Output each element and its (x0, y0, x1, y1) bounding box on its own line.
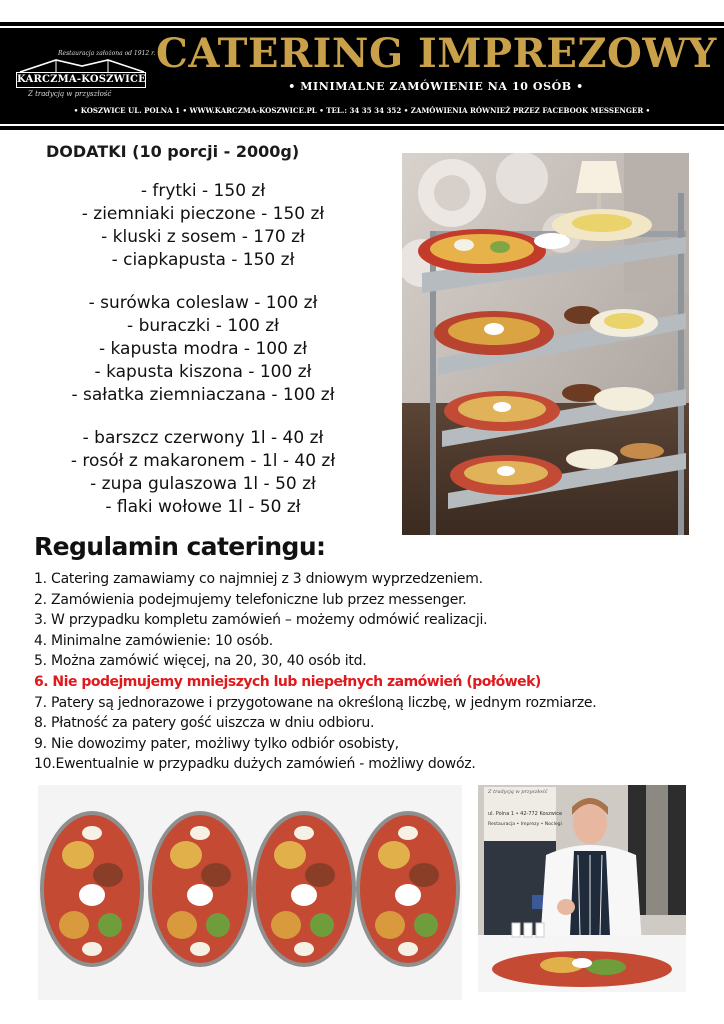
banner-services-text: Restauracja • Imprezy • Noclegi (488, 822, 562, 827)
addons-menu (20, 180, 386, 539)
rule-item: 7. Patery są jednorazowe i przygotowane na określoną liczbę, w jednym rozmiarze. (34, 694, 597, 711)
menu-item: - buraczki - 100 zł (127, 316, 279, 336)
platters-photo (38, 785, 462, 1000)
logo-since-text: Restauracja założona od 1912 r. (58, 50, 156, 57)
header-bottom-rule (0, 124, 724, 126)
addons-group-soups (20, 427, 386, 519)
header-banner (0, 22, 724, 130)
rule-item: 4. Minimalne zamówienie: 10 osób. (34, 632, 273, 649)
chef-photo (478, 785, 686, 992)
menu-item: - kluski z sosem - 170 zł (101, 227, 305, 247)
menu-item: - barszcz czerwony 1l - 40 zł (82, 428, 324, 448)
addons-title: DODATKI (10 porcji - 2000g) (46, 142, 300, 161)
rule-item-highlighted: 6. Nie podejmujemy mniejszych lub niepełnych zamówień (połówek) (34, 673, 541, 690)
logo-name: KARCZMA-KOSZWICE (16, 72, 146, 88)
page-title: CATERING IMPREZOWY (156, 30, 717, 77)
rule-item: 2. Zamówienia podejmujemy telefoniczne lub przez messenger. (34, 591, 467, 608)
menu-item: - surówka coleslaw - 100 zł (88, 293, 318, 313)
menu-item: - kapusta modra - 100 zł (98, 339, 308, 359)
catering-cart-illustration (402, 153, 689, 535)
rule-item: 3. W przypadku kompletu zamówień – możemy odmówić realizacji. (34, 612, 488, 629)
rule-item: 1. Catering zamawiamy co najmniej z 3 dniowym wyprzedzeniem. (34, 571, 483, 587)
rule-item: 10.Ewentualnie w przypadku dużych zamówień - możliwy dowóz. (34, 756, 476, 773)
logo-tagline: Z tradycją w przyszłość (28, 90, 112, 98)
contact-line: • KOSZWICE UL. POLNA 1 • WWW.KARCZMA-KOSZWICE.PL • TEL.: 34 35 34 352 • ZAMÓWIENIA RÓWNIEŻ PRZEZ FACEBOOK MESSENGER • (73, 106, 651, 115)
header-top-rule (0, 26, 724, 28)
menu-item: - ziemniaki pieczone - 150 zł (81, 204, 325, 224)
menu-item: - frytki - 150 zł (140, 181, 266, 201)
addons-group-sides (20, 180, 386, 272)
roof-icon (16, 57, 148, 73)
banner-logo-text: Z tradycją w przyszłość (488, 789, 548, 795)
rule-item: 9. Nie dowozimy pater, możliwy tylko odbiór osobisty, (34, 735, 399, 752)
rule-item: 5. Można zamówić więcej, na 20, 30, 40 osób itd. (34, 653, 367, 670)
rules-list (34, 569, 714, 775)
menu-item: - ciapkapusta - 150 zł (111, 250, 295, 270)
rules-title: Regulamin cateringu: (34, 532, 326, 561)
banner-address-text: ul. Polna 1 • 42-772 Koszwice (488, 811, 563, 817)
menu-item: - flaki wołowe 1l - 50 zł (105, 497, 301, 517)
minimum-order-subtitle: • MINIMALNE ZAMÓWIENIE NA 10 OSÓB • (288, 80, 584, 93)
rule-item: 8. Płatność za patery gość uiszcza w dniu odbioru. (34, 715, 375, 732)
addons-group-salads (20, 292, 386, 407)
menu-item: - zupa gulaszowa 1l - 50 zł (90, 474, 316, 494)
platters-illustration (38, 785, 462, 1000)
chef-illustration (478, 785, 686, 992)
menu-item: - rosół z makaronem - 1l - 40 zł (70, 451, 336, 471)
menu-item: - kapusta kiszona - 100 zł (94, 362, 312, 382)
menu-item: - sałatka ziemniaczana - 100 zł (71, 385, 335, 405)
catering-cart-photo (402, 153, 689, 535)
